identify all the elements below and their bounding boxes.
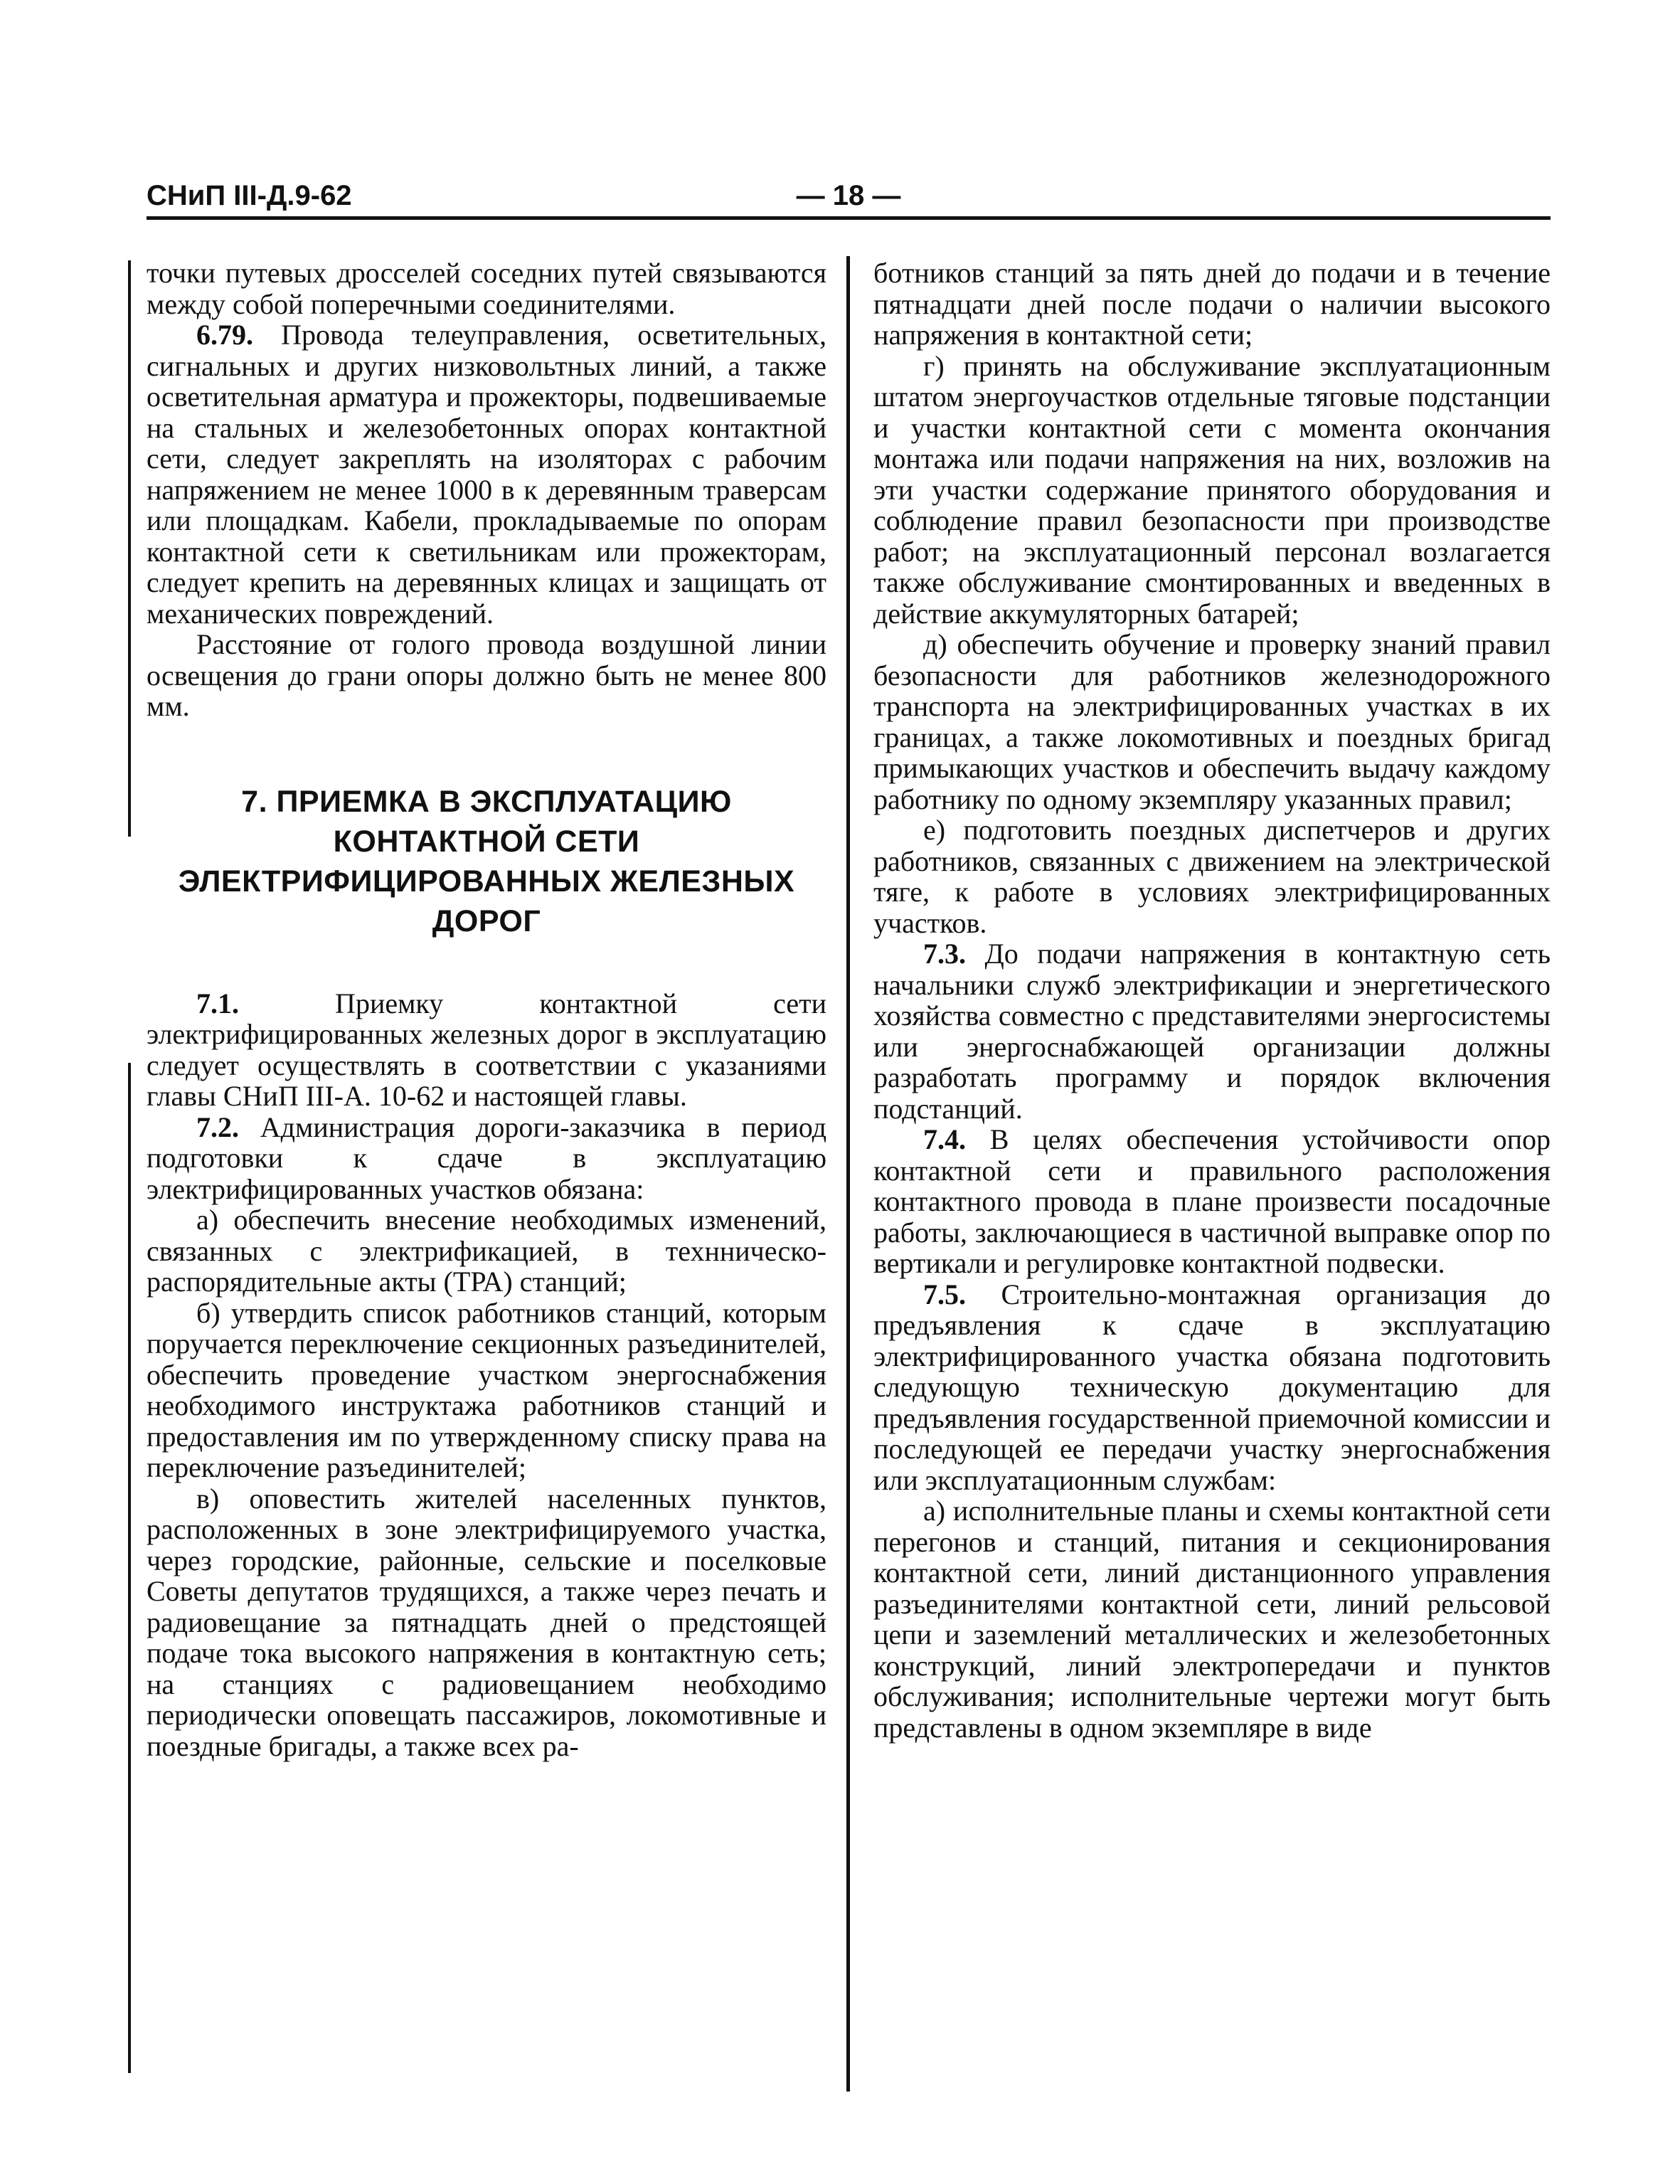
heading-line: КОНТАКТНОЙ СЕТИ bbox=[333, 824, 640, 859]
list-item-e: е) подготовить поездных диспетчеров и других работников, связанных с движением на электрической тяге, к работе в условиях электрифицированных участков. bbox=[873, 814, 1551, 939]
clause-number: 7.1. bbox=[196, 987, 239, 1019]
paragraph: ботников станций за пять дней до подачи и в течение пятнадцати дней после подачи о наличии высокого напряжения в контактной сети; bbox=[873, 257, 1551, 351]
paragraph-7-1 bbox=[147, 988, 826, 1112]
clause-number: 7.2. bbox=[196, 1110, 239, 1143]
list-item-d: д) обеспечить обучение и проверку знаний правил безопасности для работников железнодорожного транспорта на электрифицированных участках в их границах, а также локомотивных и поездных бригад примыкающих участков и обеспечить выдачу каждому работнику по одному экземпляру указанных правил; bbox=[873, 628, 1551, 815]
heading-line: ЭЛЕКТРИФИЦИРОВАННЫХ ЖЕЛЕЗНЫХ bbox=[178, 864, 795, 898]
paragraph-7-3 bbox=[873, 938, 1551, 1124]
revision-margin-bar bbox=[128, 260, 131, 837]
clause-number: 6.79. bbox=[196, 319, 253, 351]
paragraph-6-79 bbox=[147, 319, 826, 629]
paragraph-7-5 bbox=[873, 1279, 1551, 1496]
clause-text: Приемку контактной сети электрифицированных железных дорог в эксплуатацию следует осуществлять в соответствии с указаниями главы СНиП III-А. 10-62 и настоящей главы. bbox=[147, 987, 826, 1112]
header-rule bbox=[147, 216, 1551, 220]
right-column bbox=[873, 258, 1551, 1743]
clause-number: 7.5. bbox=[923, 1278, 966, 1310]
list-item-g: г) принять на обслуживание эксплуатационным штатом энергоучастков отдельные тяговые подстанции и участки контактной сети с момента окончания монтажа или подачи напряжения на них, возложив на эти участки содержание принятого оборудования и соблюдение правил безопасности при производстве работ; на эксплуатационный персонал возлагается также обслуживание смонтированных и введенных в действие аккумуляторных батарей; bbox=[873, 349, 1551, 630]
list-item-b: б) утвердить список работников станций, которым поручается переключение секционных разъединителей, обеспечить проведение участком энергоснабжения необходимого инструктажа работников станций и предоставления им по утвержденному списку права на переключение разъединителей; bbox=[147, 1296, 826, 1483]
left-column bbox=[147, 258, 826, 1761]
paragraph-7-2 bbox=[147, 1112, 826, 1205]
clause-text: Строительно-монтажная организация до предъявления к сдаче в эксплуатацию электрифицированного участка обязана подготовить следующую техническую документацию для предъявления государственной приемочной комиссии и последующей ее передачи участку энергоснабжения или эксплуатационным службам: bbox=[873, 1278, 1551, 1496]
heading-line: ДОРОГ bbox=[432, 903, 541, 938]
list-item-a: а) обеспечить внесение необходимых изменений, связанных с электрификацией, в технническо-распорядительные акты (ТРА) станций; bbox=[147, 1204, 826, 1298]
column-divider bbox=[846, 256, 850, 2092]
section-heading bbox=[147, 782, 826, 941]
clause-text: Администрация дороги-заказчика в период подготовки к сдаче в эксплуатацию электрифицированных участков обязана: bbox=[147, 1110, 826, 1205]
clause-number: 7.4. bbox=[923, 1123, 966, 1155]
revision-margin-bar bbox=[128, 1063, 131, 2073]
list-item-a: а) исполнительные планы и схемы контактной сети перегонов и станций, питания и секционирования контактной сети, линий дистанционного управления разъединителями контактной сети, линий рельсовой цепи и заземлений металлических и железобетонных конструкций, линий электропередачи и пунктов обслуживания; исполнительные чертежи могут быть представлены в одном экземпляре в виде bbox=[873, 1495, 1551, 1744]
heading-line: 7. ПРИЕМКА В ЭКСПЛУАТАЦИЮ bbox=[241, 784, 732, 819]
clause-text: До подачи напряжения в контактную сеть начальники служб электрификации и энергетического хозяйства совместно с представителями энергосистемы или энергоснабжающей организации должны разработать программу и порядок включения подстанций. bbox=[873, 938, 1551, 1125]
page-number: — 18 — bbox=[796, 180, 901, 211]
document-code: СНиП III-Д.9-62 bbox=[147, 180, 352, 211]
clause-text: В целях обеспечения устойчивости опор контактной сети и правильного расположения контактного провода в плане произвести посадочные работы, заключающиеся в частичной выправке опор по вертикали и регулировке контактной подвески. bbox=[873, 1123, 1551, 1279]
clause-number: 7.3. bbox=[923, 938, 966, 970]
page-header bbox=[147, 175, 1551, 216]
clause-text: Провода телеуправления, осветительных, сигнальных и других низковольтных линий, а также осветительная арматура и прожекторы, подвешиваемые на стальных и железобетонных опорах контактной сети, следует закреплять на изоляторах с рабочим напряжением не менее 1000 в к деревянным траверсам или площадкам. Кабели, прокладываемые по опорам контактной сети к светильникам или прожекторам, следует крепить на деревянных клицах и защищать от механических повреждений. bbox=[147, 319, 826, 630]
paragraph-7-4 bbox=[873, 1124, 1551, 1279]
list-item-v: в) оповестить жителей населенных пунктов, расположенных в зоне электрифицируемого участка, через городские, районные, сельские и поселковые Советы депутатов трудящихся, а также через печать и радиовещание за пятнадцать дней о предстоящей подаче тока высокого напряжения в контактную сеть; на станциях с радиовещанием необходимо периодически оповещать пассажиров, локомотивные и поездные бригады, а также всех ра- bbox=[147, 1482, 826, 1762]
paragraph: Расстояние от голого провода воздушной линии освещения до грани опоры должно быть не менее 800 мм. bbox=[147, 628, 826, 722]
paragraph: точки путевых дросселей соседних путей связываются между собой поперечными соединителями. bbox=[147, 257, 826, 320]
